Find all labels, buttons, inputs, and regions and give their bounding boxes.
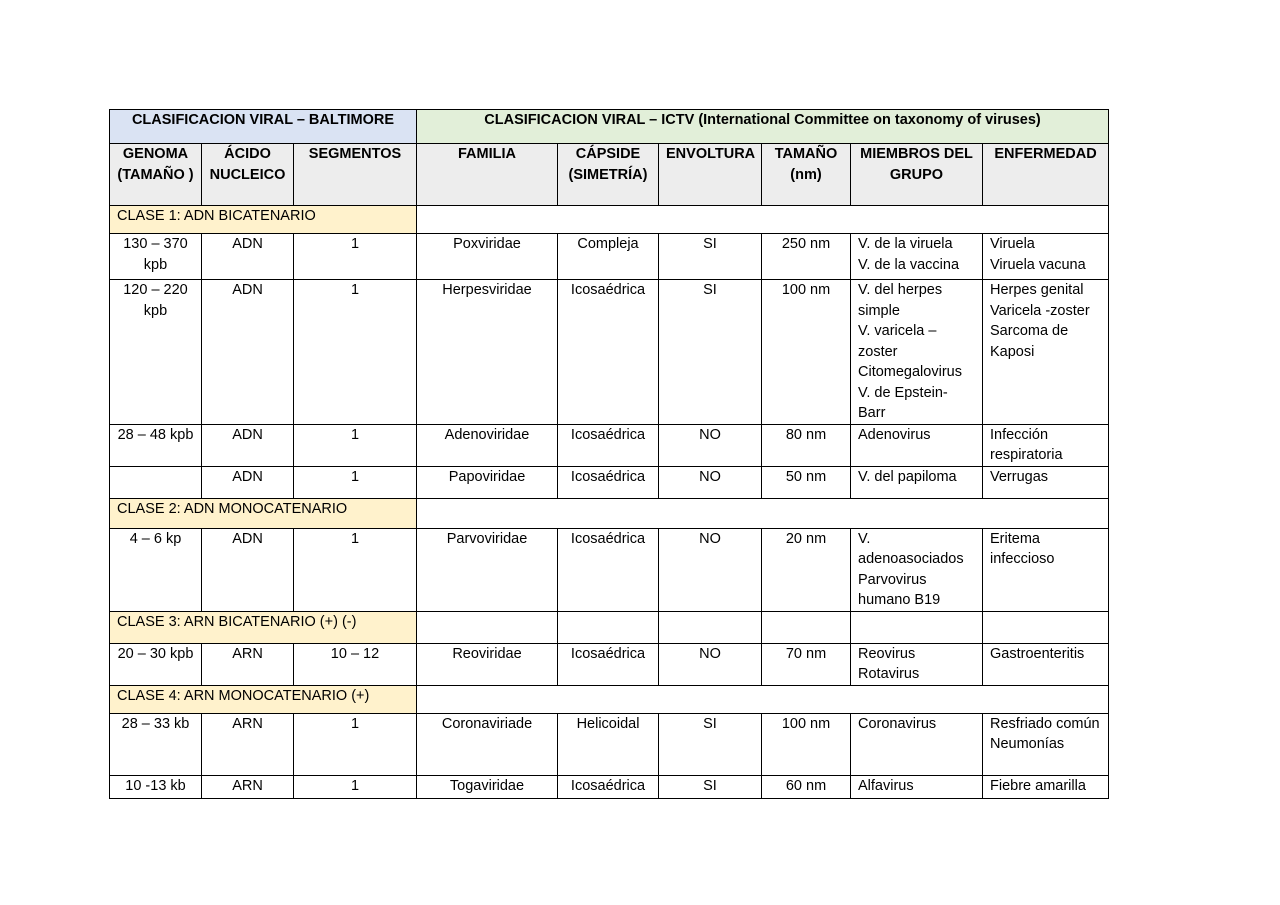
cell-enfermedad: Eritema infeccioso [983, 528, 1109, 611]
table-row [110, 234, 1109, 280]
cell-envoltura: NO [659, 466, 762, 498]
cell-tamano: 70 nm [762, 643, 851, 685]
cell-envoltura: NO [659, 643, 762, 685]
ictv-header: CLASIFICACION VIRAL – ICTV (International Committee on taxonomy of viruses) [417, 110, 1109, 144]
cell-segmentos: 1 [294, 775, 417, 798]
cell-acido: ARN [202, 643, 294, 685]
class-row [110, 206, 1109, 234]
cell-tamano: 60 nm [762, 775, 851, 798]
col-familia: FAMILIA [417, 144, 558, 206]
virus-classification-table [109, 109, 1109, 799]
col-envoltura: ENVOLTURA [659, 144, 762, 206]
class-label: CLASE 3: ARN BICATENARIO (+) (-) [110, 611, 417, 643]
empty-cell [762, 611, 851, 643]
cell-miembros: Reovirus Rotavirus [851, 643, 983, 685]
cell-acido: ARN [202, 713, 294, 775]
cell-acido: ADN [202, 466, 294, 498]
col-enfermedad: ENFERMEDAD [983, 144, 1109, 206]
table-row [110, 713, 1109, 775]
cell-familia: Poxviridae [417, 234, 558, 280]
cell-envoltura: SI [659, 713, 762, 775]
empty-cell [417, 611, 558, 643]
cell-capside: Icosaédrica [558, 280, 659, 425]
cell-segmentos: 10 – 12 [294, 643, 417, 685]
cell-genoma [110, 466, 202, 498]
table-row [110, 528, 1109, 611]
cell-miembros: V. del herpes simple V. varicela – zoster Citomegalovirus V. de Epstein-Barr [851, 280, 983, 425]
cell-familia: Parvoviridae [417, 528, 558, 611]
empty-cell [417, 498, 1109, 528]
cell-capside: Icosaédrica [558, 424, 659, 466]
cell-enfermedad: Verrugas [983, 466, 1109, 498]
col-tamano: TAMAÑO (nm) [762, 144, 851, 206]
empty-cell [851, 611, 983, 643]
cell-acido: ADN [202, 280, 294, 425]
cell-envoltura: NO [659, 424, 762, 466]
cell-capside: Compleja [558, 234, 659, 280]
cell-enfermedad: Viruela Viruela vacuna [983, 234, 1109, 280]
cell-capside: Icosaédrica [558, 775, 659, 798]
table-row [110, 643, 1109, 685]
cell-envoltura: SI [659, 775, 762, 798]
baltimore-header: CLASIFICACION VIRAL – BALTIMORE [110, 110, 417, 144]
cell-acido: ADN [202, 424, 294, 466]
cell-familia: Papoviridae [417, 466, 558, 498]
cell-tamano: 250 nm [762, 234, 851, 280]
class-row [110, 685, 1109, 713]
cell-genoma: 28 – 33 kb [110, 713, 202, 775]
cell-miembros: Coronavirus [851, 713, 983, 775]
col-genoma: GENOMA (TAMAÑO ) [110, 144, 202, 206]
class-row [110, 498, 1109, 528]
cell-capside: Icosaédrica [558, 643, 659, 685]
cell-tamano: 80 nm [762, 424, 851, 466]
empty-cell [417, 685, 1109, 713]
table-body [110, 206, 1109, 799]
cell-segmentos: 1 [294, 234, 417, 280]
cell-miembros: Alfavirus [851, 775, 983, 798]
cell-tamano: 20 nm [762, 528, 851, 611]
empty-cell [417, 206, 1109, 234]
cell-envoltura: NO [659, 528, 762, 611]
class-label: CLASE 2: ADN MONOCATENARIO [110, 498, 417, 528]
cell-familia: Reoviridae [417, 643, 558, 685]
empty-cell [659, 611, 762, 643]
table-row [110, 424, 1109, 466]
cell-acido: ADN [202, 528, 294, 611]
cell-familia: Coronaviriade [417, 713, 558, 775]
cell-envoltura: SI [659, 280, 762, 425]
cell-familia: Togaviridae [417, 775, 558, 798]
cell-acido: ARN [202, 775, 294, 798]
cell-segmentos: 1 [294, 424, 417, 466]
cell-segmentos: 1 [294, 280, 417, 425]
table-row [110, 466, 1109, 498]
empty-cell [983, 611, 1109, 643]
col-segmentos: SEGMENTOS [294, 144, 417, 206]
cell-genoma: 130 – 370 kpb [110, 234, 202, 280]
table-row [110, 775, 1109, 798]
cell-miembros: V. del papiloma [851, 466, 983, 498]
cell-enfermedad: Resfriado común Neumonías [983, 713, 1109, 775]
cell-genoma: 20 – 30 kpb [110, 643, 202, 685]
cell-capside: Helicoidal [558, 713, 659, 775]
cell-segmentos: 1 [294, 528, 417, 611]
cell-familia: Herpesviridae [417, 280, 558, 425]
cell-segmentos: 1 [294, 713, 417, 775]
cell-capside: Icosaédrica [558, 528, 659, 611]
cell-miembros: Adenovirus [851, 424, 983, 466]
cell-genoma: 4 – 6 kp [110, 528, 202, 611]
class-label: CLASE 4: ARN MONOCATENARIO (+) [110, 685, 417, 713]
cell-miembros: V. adenoasociados Parvovirus humano B19 [851, 528, 983, 611]
cell-enfermedad: Gastroenteritis [983, 643, 1109, 685]
cell-capside: Icosaédrica [558, 466, 659, 498]
cell-genoma: 10 -13 kb [110, 775, 202, 798]
table-row [110, 280, 1109, 425]
cell-segmentos: 1 [294, 466, 417, 498]
cell-miembros: V. de la viruela V. de la vaccina [851, 234, 983, 280]
cell-envoltura: SI [659, 234, 762, 280]
col-capside: CÁPSIDE (SIMETRÍA) [558, 144, 659, 206]
cell-enfermedad: Herpes genital Varicela -zoster Sarcoma de Kaposi [983, 280, 1109, 425]
col-acido: ÁCIDO NUCLEICO [202, 144, 294, 206]
empty-cell [558, 611, 659, 643]
class-row [110, 611, 1109, 643]
cell-familia: Adenoviridae [417, 424, 558, 466]
cell-tamano: 100 nm [762, 713, 851, 775]
col-miembros: MIEMBROS DEL GRUPO [851, 144, 983, 206]
cell-enfermedad: Infección respiratoria [983, 424, 1109, 466]
cell-enfermedad: Fiebre amarilla [983, 775, 1109, 798]
cell-genoma: 28 – 48 kpb [110, 424, 202, 466]
cell-tamano: 100 nm [762, 280, 851, 425]
cell-genoma: 120 – 220 kpb [110, 280, 202, 425]
cell-tamano: 50 nm [762, 466, 851, 498]
cell-acido: ADN [202, 234, 294, 280]
class-label: CLASE 1: ADN BICATENARIO [110, 206, 417, 234]
